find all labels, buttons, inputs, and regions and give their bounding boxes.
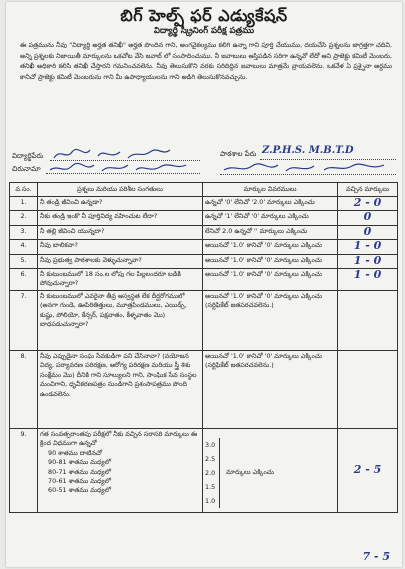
table-header-row [10,183,398,197]
col-header-marks-detail: మార్కుల వివరములు [203,183,338,197]
table-row [10,211,398,225]
row-question: నీ తల్లి జీవించి యున్నదా? [38,225,203,239]
school-address-line [220,174,396,175]
row-number: 6. [10,269,38,291]
instructions-paragraph: ఈ పత్రమును నీవు "విద్యార్థి అర్హత తనిఖీ" అర్హత పొందిన గాని, అంగవైకల్యము కలిగి ఉన్నా గాని పూర్తి చేయుము, దయచేసి ప్రశ్నలను జాగ్రత్తగా చదివి, అన్ని ప్రశ్నలకు నిజాయితీ మార్కులను ఒకచోట వేసి జవాబ్ లో సంపాదించుము. నీ జవాబులు ఆస్తిపడిన సరిగా ఉన్నవో లేదో ఆని ప్రాజెక్టు కమిటీ మెంబరు, తనిఖీ అధికారి కలిసి తనిఖీ చేస్తారని గమనించవలెను. నీవు తెలుసుకొని వరకు సరిదిద్దిన జవాబులు మాత్రమే వ్రాయవలెను. ఒకవేళ ఏ ప్రశ్నైనా అర్థము కానిచో ప్రాజెక్టు కమిటీ మెంబరును గాని మీ ఉపాధ్యాయులను గాని అడిగి తెలుసుకొనవచ్చును. [20,41,392,81]
marks-band: 90-81 శాతము మధ్యలో [48,458,111,467]
marks-scale-values [205,438,220,508]
screening-table [9,182,398,513]
row-score: 2 - 0 [353,196,382,209]
row-score: 1 - 0 [353,268,382,282]
row-number: 1. [10,197,38,211]
scale-value: 3.0 [205,441,216,450]
marks-band: 80-71 శాతము మధ్యలో [48,467,111,476]
row-question: గత సంవత్సరాంతపు పరీక్షలో నీకు వచ్చిన సరాసరి మార్కులు ఈ క్రింద విధముగా ఉన్నచో [40,430,198,448]
row-marks-detail: మార్కులు ఎక్కించు [226,468,274,477]
row-question-marks-bands [38,429,203,513]
form-title: బిగ్ హెల్ప్ ఫర్ ఎడ్యుకేషన్ [120,6,288,25]
form-subtitle: విద్యార్థి స్క్రీనింగ్ పరీక్ష పత్రము [153,26,255,36]
table-row [10,254,398,268]
row-question: నీవు ప్రభుత్వ పాఠశాలకు వెళ్ళుచున్నావా? [38,254,203,268]
school-name-label: పాఠశాల పేరు [220,150,257,158]
row-marks-detail: ఉన్నచో '0' లేనిచో '2.0' మార్కులు ఎక్కించు [203,197,338,211]
col-header-question: ప్రశ్నలు మరియు పరిశీల సంగతులు [38,183,203,197]
row-score: 0 [363,210,372,224]
row-number: 3. [10,225,38,239]
row-marks-scale [203,429,338,513]
table-row [10,429,398,513]
row-question: నీవు ఎప్పుడైనా సంఘ సేవకుడిగా పని చేసినావా? (వయోజన విద్య, పర్యావరణ పరిరక్షణ, ఆరోగ్య పరిరక్షణ మరియు స్త్రీ శిశు సంక్షేమం మొ) దీనికి గాని సూల్యులని గాని, సాంఘిక సేవ సంస్థల మంచిగాని, ధృవీకరణపత్రం సుండిగాని ప్రశంసాపత్రము పొంది ఉండవలెను. [38,351,203,429]
scale-value: 2.0 [205,469,216,478]
row-number: 5. [10,254,38,268]
row-marks-detail: అయినచో '1.0' కానిచో '0' మార్కులు ఎక్కించు [203,254,338,268]
row-number: 8. [10,351,38,429]
row-score: 0 [363,225,372,238]
address-handwriting [46,160,200,176]
row-number: 7. [10,291,38,351]
table-row [10,197,398,211]
row-question: నీవు బాలికవా? [38,240,203,254]
student-name-label: విద్యార్థిపేరు [12,152,44,160]
marks-band: 70-61 శాతము మధ్యలో [48,477,111,486]
row-question: నీ తండ్రి జీవించి ఉన్నడా? [38,197,203,211]
table-row [10,269,398,291]
marks-band-list [40,449,200,496]
row-score: 1 - 0 [353,254,382,267]
row-marks-detail: ఉన్నచో '1' లేనిచో '0' మార్కులు ఎక్కించు [203,211,338,225]
scale-value: 2.5 [205,455,216,464]
page-total-score: 7 - 5 [362,550,390,563]
row-score: 1 - 0 [353,239,382,253]
school-name-value: Z.P.H.S. M.B.T.D [262,145,354,156]
address-label: చిరునామా [12,165,41,173]
table-row [10,291,398,351]
col-header-sno: వ.సం. [10,183,38,197]
table-row [10,225,398,239]
row-question: నీ కుటుంబములో 18 సం.ల లోపు గల పిల్లలందరూ బడికి పోవుచున్నారా? [38,269,203,291]
scale-value: 1.0 [205,497,216,506]
row-question: నీ కుటుంబములో ఎవరైనా తీవ్ర అస్వస్థత లేక దీర్ఘరోగములో (అనగా గుండె, ఊపిరితిత్తులు, మూత్రపిండములు, ఎయిడ్స్, కుష్టు, పోలియో, కేన్సర్, పక్షవాతం, కీళ్ళవాతం మొ) బాధపడుచున్నారా? [38,291,203,351]
row-number: 2. [10,211,38,225]
row-number: 4. [10,240,38,254]
marks-band: 60-51 శాతము మధ్యలో [48,486,111,495]
table-row [10,240,398,254]
row-number: 9. [10,429,38,513]
table-row [10,351,398,429]
row-marks-detail: లేనిచో 2.0 ఉన్నచో '' మార్కులు ఎక్కించు [203,225,338,239]
row-marks-detail: అయినచో '1.0' కానిచో '0' మార్కులు ఎక్కించు (సర్టిఫికేట్ జతపరచవలెను.) [203,291,338,351]
row-marks-detail: అయినచో '1.0' కానిచో '0' మార్కులు ఎక్కించు [203,269,338,291]
screening-form-page [6,2,402,567]
row-score: 2 - 5 [353,462,382,476]
row-marks-detail: అయినచో '1.0' కానిచో '0' మార్కులు ఎక్కించు (సర్టిఫికేట్ జతపరచవలెను.) [203,351,338,429]
scale-value: 1.5 [205,483,216,492]
marks-band: 90 శాతము దాటినచో [48,448,102,457]
col-header-score: వచ్చిన మార్కులు [338,183,398,197]
row-question: నీకు తండ్రి ఇంకొ నీ పూర్తివిద్య వహించుట లేదా? [38,211,203,225]
row-marks-detail: అయినచో '1.0' కానిచో '0' మార్కులు ఎక్కించు [203,240,338,254]
